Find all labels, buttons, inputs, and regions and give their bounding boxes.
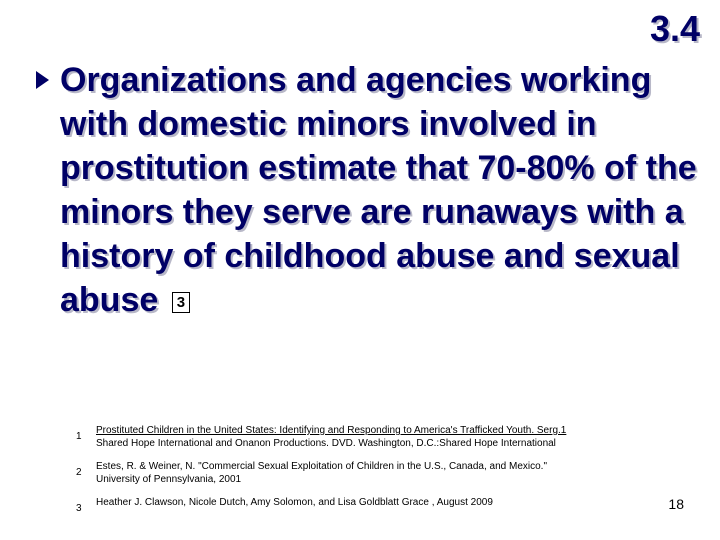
main-bullet [36,58,706,322]
reference-line: Estes, R. & Weiner, N. "Commercial Sexual Exploitation of Children in the U.S., Canada, and Mexico." [96,461,548,472]
reference-line: University of Pennsylvania, 2001 [96,474,242,485]
reference-number: 1 [76,431,82,442]
reference-text [96,460,596,486]
reference-item [76,496,596,514]
reference-marker: 3 [172,292,190,313]
reference-item [76,460,596,486]
reference-item [76,424,596,450]
reference-line: Prostituted Children in the United States: Identifying and Responding to America's Trafficked Youth. Serg.1 [96,425,567,436]
bullet-text-block [60,58,706,322]
reference-text [96,496,596,509]
page-number: 18 [668,496,684,512]
reference-text [96,424,596,450]
references-list [76,424,596,519]
reference-number: 2 [76,467,82,478]
reference-line: Shared Hope International and Onanon Productions. DVD. Washington, D.C.:Shared Hope International [96,438,556,449]
bullet-arrow-icon [36,71,49,89]
bullet-text: Organizations and agencies working with domestic minors involved in prostitution estimate that 70-80% of the minors they serve are runaways with a history of childhood abuse and sexual abuse [60,61,697,319]
reference-line: Heather J. Clawson, Nicole Dutch, Amy Solomon, and Lisa Goldblatt Grace , August 2009 [96,497,493,508]
reference-number: 3 [76,503,82,514]
section-number: 3.4 [649,8,700,49]
